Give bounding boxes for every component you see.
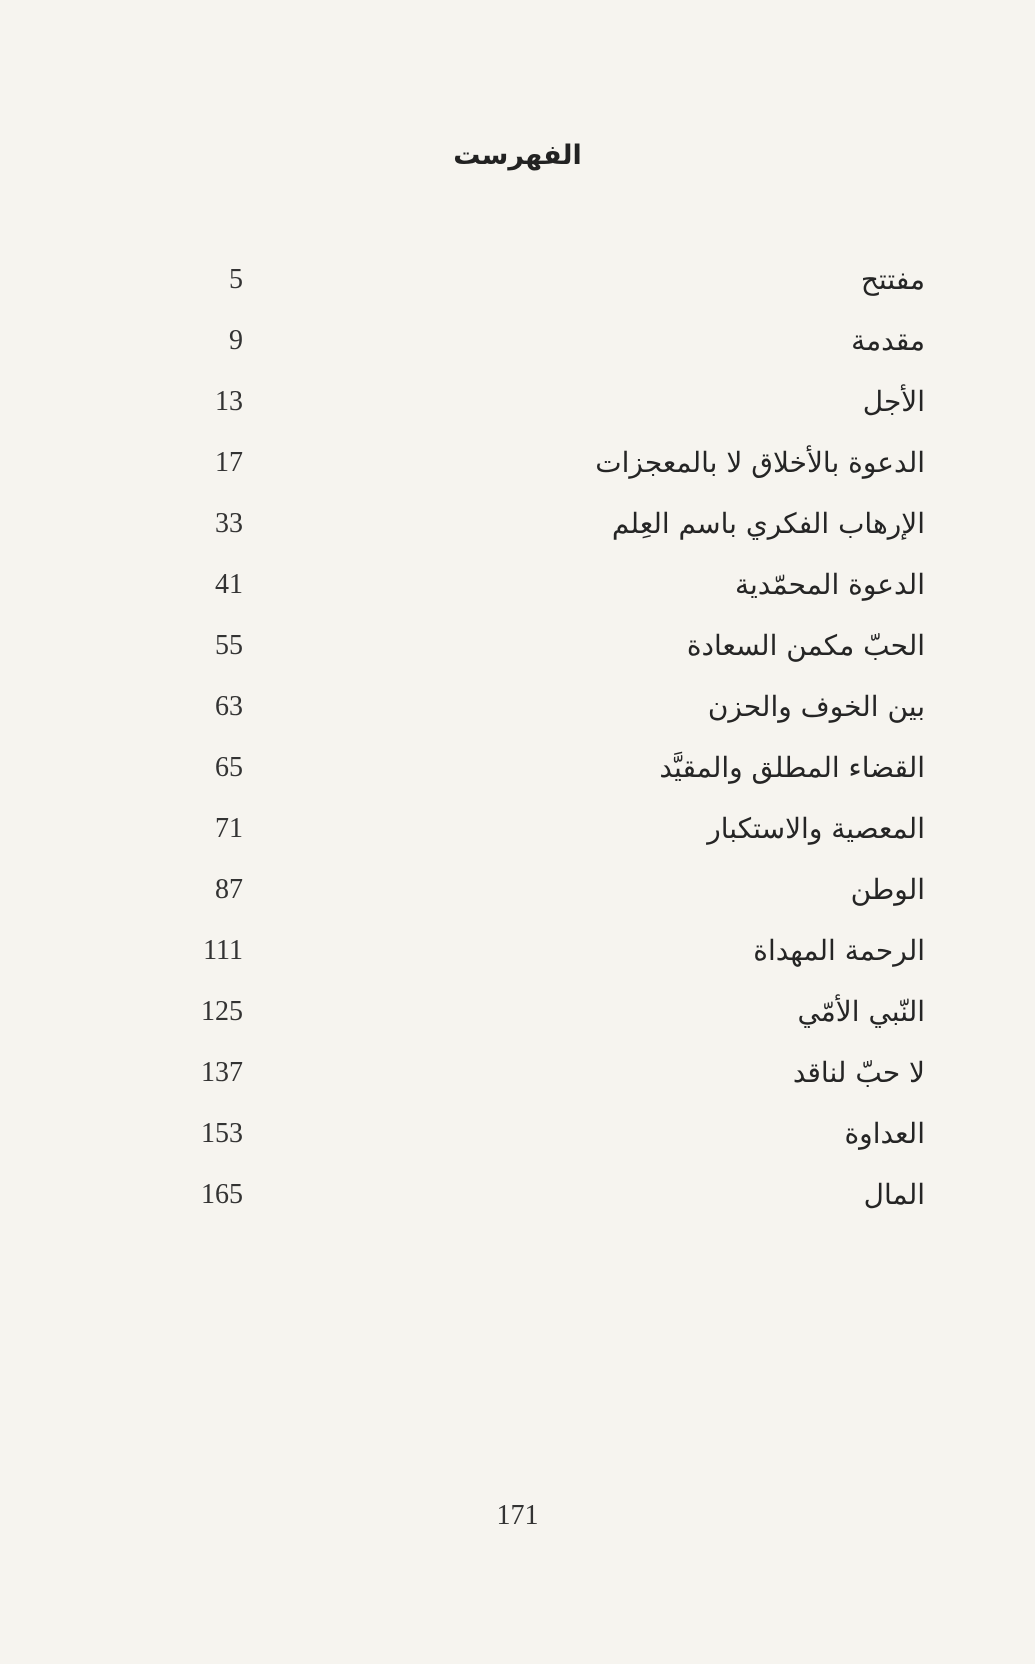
page-number: 171 [496, 1500, 539, 1531]
toc-entry-page: 165 [201, 1179, 243, 1210]
toc-entry [0, 931, 1035, 992]
toc-entry-title: الدعوة المحمّدية [734, 568, 925, 601]
toc-entry-title: المعصية والاستكبار [707, 812, 925, 845]
toc-entry-page: 13 [215, 386, 243, 417]
toc-entry-title: العداوة [844, 1117, 925, 1150]
toc-entry-title: لا حبّ لناقد [792, 1056, 925, 1089]
toc-entry-page: 111 [203, 935, 243, 966]
toc-entry [0, 626, 1035, 687]
toc-entry-page: 153 [201, 1118, 243, 1149]
toc-entry-page: 87 [215, 874, 243, 905]
toc-entry-page: 41 [215, 569, 243, 600]
toc-entry [0, 992, 1035, 1053]
toc-entry-page: 125 [201, 996, 243, 1027]
toc-entry [0, 443, 1035, 504]
toc-entry-page: 63 [215, 691, 243, 722]
toc-entry [0, 321, 1035, 382]
toc-entry-title: مقدمة [851, 324, 925, 357]
toc-entry-title: بين الخوف والحزن [707, 690, 925, 723]
toc-entry [0, 260, 1035, 321]
toc-entry-page: 9 [229, 325, 243, 356]
toc-entry-title: الحبّ مكمن السعادة [686, 629, 925, 662]
toc-entry [0, 748, 1035, 809]
toc-entry-title: القضاء المطلق والمقيَّد [659, 751, 925, 784]
toc-entry-page: 55 [215, 630, 243, 661]
toc-entry-title: الرحمة المهداة [753, 934, 925, 967]
toc-entry-title: الدعوة بالأخلاق لا بالمعجزات [595, 446, 925, 479]
toc-entry-title: المال [863, 1178, 925, 1211]
toc-entry-page: 137 [201, 1057, 243, 1088]
toc-entry [0, 1053, 1035, 1114]
toc-entry-title: الأجل [862, 385, 925, 418]
toc-entry-page: 65 [215, 752, 243, 783]
toc-entry [0, 870, 1035, 931]
toc-entry [0, 504, 1035, 565]
toc-entry-page: 17 [215, 447, 243, 478]
page-title: الفهرست [453, 140, 582, 171]
toc-entry-title: مفتتح [860, 263, 925, 296]
toc-entry-title: الإرهاب الفكري باسم العِلم [611, 507, 925, 540]
toc-entry-page: 33 [215, 508, 243, 539]
toc-entry [0, 1114, 1035, 1175]
toc-entry [0, 687, 1035, 748]
toc-entry [0, 809, 1035, 870]
toc-entry [0, 1175, 1035, 1236]
toc-entry-page: 71 [215, 813, 243, 844]
toc-entry-title: الوطن [850, 873, 925, 906]
toc-entry [0, 382, 1035, 443]
table-of-contents [0, 260, 1035, 1236]
toc-entry-title: النّبي الأمّي [797, 995, 925, 1028]
toc-entry-page: 5 [229, 264, 243, 295]
toc-entry [0, 565, 1035, 626]
